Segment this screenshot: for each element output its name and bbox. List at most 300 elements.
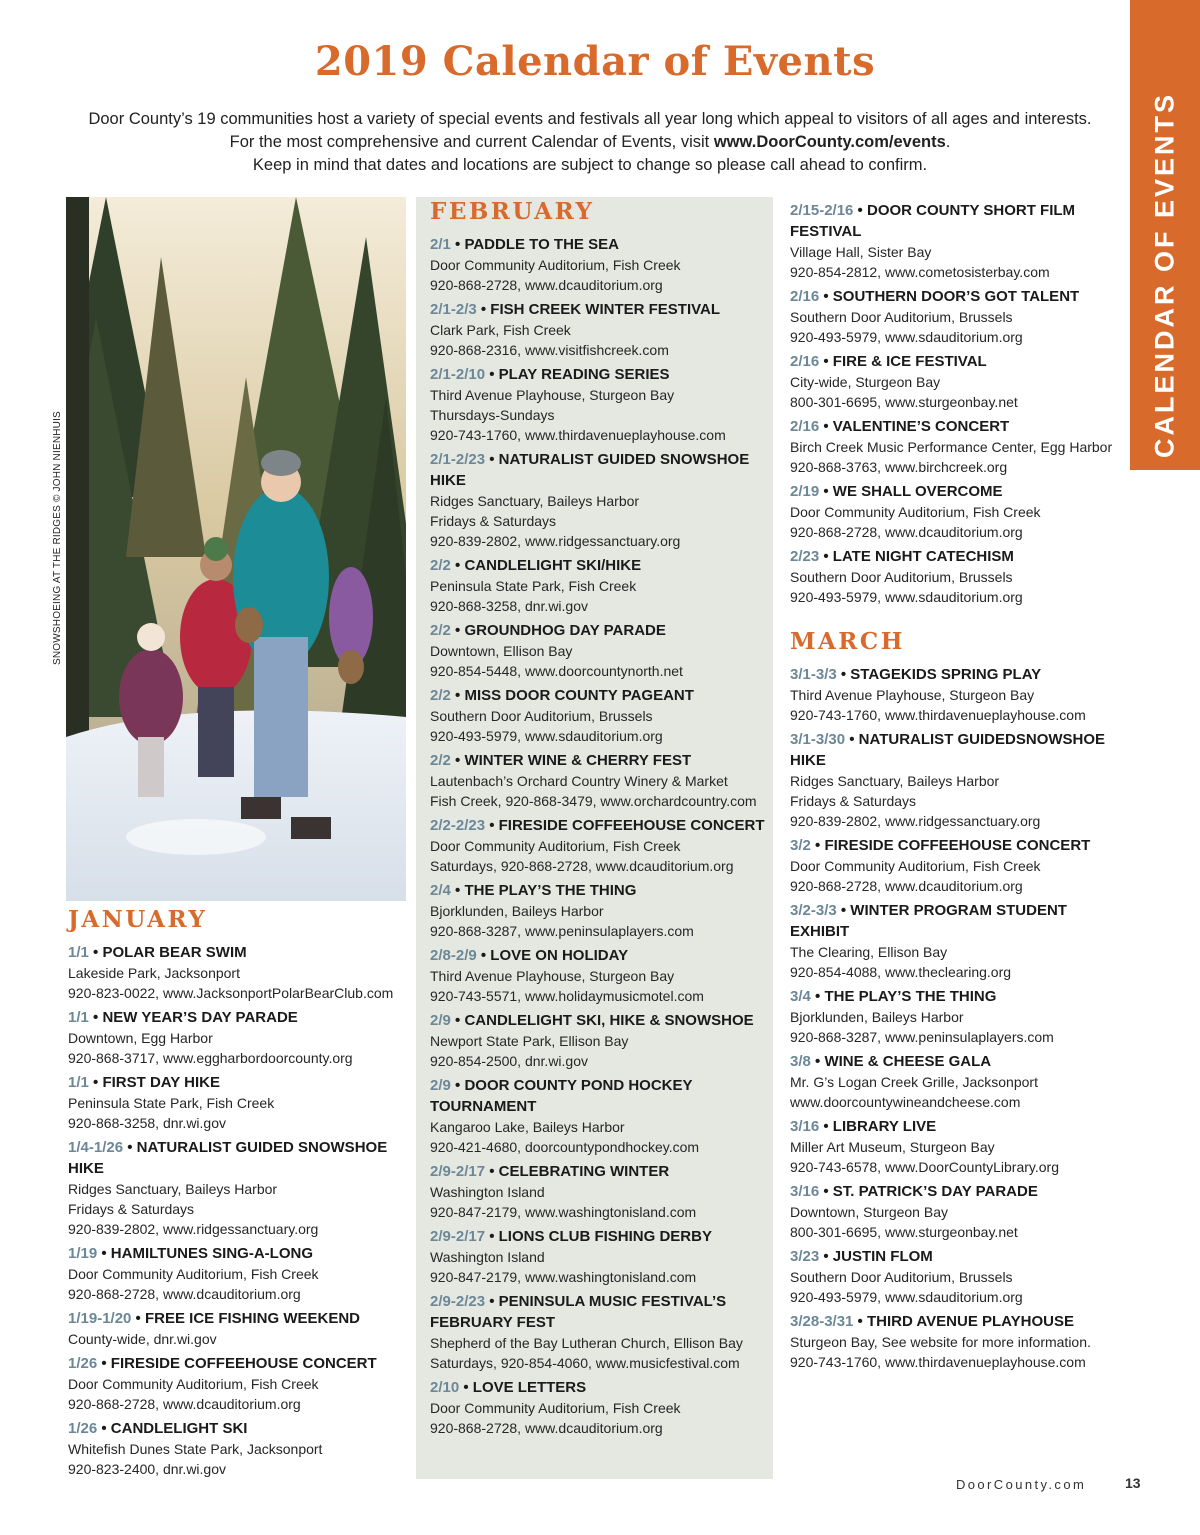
event-title: WINE & CHEESE GALA (824, 1053, 992, 1070)
event-heading (430, 1377, 775, 1398)
event-detail-line: Lakeside Park, Jacksonport (68, 965, 240, 981)
event-title: NATURALIST GUIDED SNOWSHOE HIKE (68, 1139, 388, 1177)
event-detail-line: Shepherd of the Bay Lutheran Church, Ellison Bay (430, 1335, 743, 1351)
event-date: 2/2 (430, 557, 451, 574)
bullet-separator: • (810, 988, 825, 1005)
event-date: 2/8-2/9 (430, 947, 477, 964)
event-date: 2/9 (430, 1077, 451, 1094)
event-detail-line: 920-854-5448, www.doorcountynorth.net (430, 663, 683, 679)
event-date: 2/16 (790, 353, 820, 370)
event-detail-line: Third Avenue Playhouse, Sturgeon Bay (790, 687, 1035, 703)
event-detail-line: 920-868-2728, www.dcauditorium.org (790, 524, 1023, 540)
event-heading (68, 1137, 418, 1179)
event-title: LATE NIGHT CATECHISM (832, 548, 1014, 565)
event-title: LOVE ON HOLIDAY (490, 947, 629, 964)
event-item (430, 234, 775, 295)
event-item (430, 685, 775, 746)
event-title: JUSTIN FLOM (832, 1248, 933, 1265)
event-item (790, 900, 1130, 982)
event-item (430, 880, 775, 941)
event-heading (790, 286, 1130, 307)
event-item (790, 200, 1130, 282)
event-title: PLAY READING SERIES (498, 366, 670, 383)
event-item (68, 1418, 418, 1479)
event-date: 2/4 (430, 882, 451, 899)
bullet-separator: • (97, 1420, 111, 1437)
event-date: 1/4-1/26 (68, 1139, 124, 1156)
event-detail-line: Ridges Sanctuary, Baileys Harbor (68, 1181, 278, 1197)
event-heading (68, 1072, 418, 1093)
event-detail-line: Saturdays, 920-854-4060, www.musicfestival.com (430, 1355, 740, 1371)
event-detail-line: Kangaroo Lake, Baileys Harbor (430, 1119, 625, 1135)
event-detail-line: 920-868-2728, www.dcauditorium.org (68, 1396, 301, 1412)
event-heading (790, 729, 1130, 771)
bullet-separator: • (819, 1248, 833, 1265)
event-heading (790, 1181, 1130, 1202)
event-item (790, 546, 1130, 607)
event-title: SOUTHERN DOOR’S GOT TALENT (832, 288, 1080, 305)
event-detail-line: 920-839-2802, www.ridgessanctuary.org (68, 1221, 319, 1237)
event-item (68, 1243, 418, 1304)
event-detail-line: Bjorklunden, Baileys Harbor (790, 1009, 964, 1025)
event-date: 3/2 (790, 837, 811, 854)
event-date: 1/26 (68, 1420, 98, 1437)
bullet-separator: • (97, 1245, 111, 1262)
event-heading (430, 620, 775, 641)
event-detail-line: 920-839-2802, www.ridgessanctuary.org (790, 813, 1041, 829)
event-title: FIRST DAY HIKE (102, 1074, 220, 1091)
event-detail-line: 920-823-0022, www.JacksonportPolarBearClub.com (68, 985, 394, 1001)
bullet-separator: • (819, 1118, 833, 1135)
event-heading (68, 1007, 418, 1028)
event-heading (430, 945, 775, 966)
event-date: 2/16 (790, 418, 820, 435)
event-heading (430, 1291, 775, 1333)
event-item (430, 1075, 775, 1157)
event-date: 2/2 (430, 687, 451, 704)
bullet-separator: • (845, 731, 859, 748)
event-detail-line: 920-854-2812, www.cometosisterbay.com (790, 264, 1050, 280)
event-date: 2/9 (430, 1012, 451, 1029)
event-detail-line: 920-854-2500, dnr.wi.gov (430, 1053, 588, 1069)
event-date: 2/2-2/23 (430, 817, 486, 834)
photo-credit: SNOWSHOEING AT THE RIDGES © JOHN NIENHUIS (52, 411, 63, 665)
intro-line-1: Door County’s 19 communities host a variety of special events and festivals all year long which appeal to visitors of all ages and interests. (88, 110, 1092, 128)
event-item (430, 1377, 775, 1438)
event-item (790, 1246, 1130, 1307)
event-detail-line: 920-823-2400, dnr.wi.gov (68, 1461, 226, 1477)
intro-line-2-pre: For the most comprehensive and current Calendar of Events, visit (229, 133, 714, 151)
event-item (430, 449, 775, 551)
event-item (430, 299, 775, 360)
event-heading (790, 1116, 1130, 1137)
event-detail-line: Third Avenue Playhouse, Sturgeon Bay (430, 968, 675, 984)
event-item (790, 351, 1130, 412)
event-detail-line: 920-743-1760, www.thirdavenueplayhouse.com (790, 1354, 1086, 1370)
event-detail-line: Washington Island (430, 1184, 545, 1200)
event-detail-line: 920-868-3287, www.peninsulaplayers.com (790, 1029, 1054, 1045)
event-title: GROUNDHOG DAY PARADE (464, 622, 666, 639)
event-heading (790, 481, 1130, 502)
bullet-separator: • (819, 1183, 833, 1200)
event-item (430, 364, 775, 445)
event-item (68, 1137, 418, 1239)
event-title: THE PLAY’S THE THING (464, 882, 637, 899)
event-date: 2/1 (430, 236, 451, 253)
event-item (430, 1226, 775, 1287)
event-title: NATURALIST GUIDED SNOWSHOE HIKE (430, 451, 750, 489)
event-date: 1/19-1/20 (68, 1310, 132, 1327)
event-date: 2/9-2/23 (430, 1293, 486, 1310)
bullet-separator: • (123, 1139, 137, 1156)
event-date: 2/2 (430, 622, 451, 639)
event-detail-line: Fridays & Saturdays (68, 1201, 195, 1217)
event-title: CANDLELIGHT SKI, HIKE & SNOWSHOE (464, 1012, 754, 1029)
event-detail-line: Village Hall, Sister Bay (790, 244, 932, 260)
event-detail-line: Fridays & Saturdays (790, 793, 917, 809)
event-title: FISH CREEK WINTER FESTIVAL (490, 301, 721, 318)
event-heading (430, 299, 775, 320)
event-heading (430, 1226, 775, 1247)
event-detail-line: Clark Park, Fish Creek (430, 322, 571, 338)
bullet-separator: • (810, 1053, 825, 1070)
event-date: 3/8 (790, 1053, 811, 1070)
event-heading (790, 546, 1130, 567)
bullet-separator: • (819, 288, 833, 305)
event-heading (430, 234, 775, 255)
event-detail-line: 920-493-5979, www.sdauditorium.org (430, 728, 663, 744)
event-detail-line: 800-301-6695, www.sturgeonbay.net (790, 394, 1018, 410)
event-date: 1/1 (68, 1009, 89, 1026)
event-heading (430, 685, 775, 706)
event-date: 2/15-2/16 (790, 202, 854, 219)
event-title: LOVE LETTERS (472, 1379, 587, 1396)
bullet-separator: • (476, 947, 491, 964)
event-heading (790, 835, 1130, 856)
page-number: 13 (1125, 1475, 1141, 1491)
event-heading (68, 1418, 418, 1439)
event-detail-line: 920-743-6578, www.DoorCountyLibrary.org (790, 1159, 1059, 1175)
event-date: 1/19 (68, 1245, 98, 1262)
event-heading (790, 351, 1130, 372)
bullet-separator: • (450, 752, 465, 769)
event-title: NATURALIST GUIDEDSNOWSHOE HIKE (790, 731, 1106, 769)
event-title: DOOR COUNTY POND HOCKEY TOURNAMENT (430, 1077, 693, 1115)
event-title: CANDLELIGHT SKI (110, 1420, 248, 1437)
event-heading (430, 1075, 775, 1117)
bullet-separator: • (450, 557, 465, 574)
month-heading-mar: MARCH (790, 628, 905, 655)
bullet-separator: • (131, 1310, 145, 1327)
side-tab-label: CALENDAR OF EVENTS (1149, 91, 1180, 459)
event-item (430, 945, 775, 1006)
event-detail-line: Southern Door Auditorium, Brussels (790, 309, 1013, 325)
event-item (430, 1010, 775, 1071)
event-heading (430, 449, 775, 491)
event-title: PADDLE TO THE SEA (464, 236, 619, 253)
event-detail-line: 920-847-2179, www.washingtonisland.com (430, 1269, 697, 1285)
event-item (430, 815, 775, 876)
bullet-separator: • (450, 1077, 465, 1094)
event-detail-line: Downtown, Ellison Bay (430, 643, 573, 659)
bullet-separator: • (819, 548, 833, 565)
event-item (790, 1311, 1130, 1372)
event-heading (68, 1308, 418, 1329)
event-detail-line: Miller Art Museum, Sturgeon Bay (790, 1139, 995, 1155)
event-date: 3/1-3/3 (790, 666, 837, 683)
bullet-separator: • (853, 202, 867, 219)
event-item (68, 1308, 418, 1349)
snowshoe-photo (66, 197, 406, 901)
event-title: ST. PATRICK’S DAY PARADE (832, 1183, 1038, 1200)
event-date: 1/1 (68, 944, 89, 961)
event-detail-line: Sturgeon Bay, See website for more information. (790, 1334, 1091, 1350)
event-detail-line: Birch Creek Music Performance Center, Egg Harbor (790, 439, 1113, 455)
event-date: 2/16 (790, 288, 820, 305)
event-detail-line: Whitefish Dunes State Park, Jacksonport (68, 1441, 323, 1457)
event-detail-line: 920-868-3717, www.eggharbordoorcounty.org (68, 1050, 353, 1066)
event-title: THE PLAY’S THE THING (824, 988, 997, 1005)
event-heading (790, 200, 1130, 242)
bullet-separator: • (88, 1074, 103, 1091)
event-title: WE SHALL OVERCOME (832, 483, 1003, 500)
event-detail-line: 920-868-2728, www.dcauditorium.org (68, 1286, 301, 1302)
event-heading (790, 986, 1130, 1007)
event-date: 1/1 (68, 1074, 89, 1091)
event-detail-line: Bjorklunden, Baileys Harbor (430, 903, 604, 919)
event-title: FREE ICE FISHING WEEKEND (144, 1310, 361, 1327)
intro-line-3: Keep in mind that dates and locations are subject to change so please call ahead to confirm. (252, 156, 928, 174)
event-detail-line: The Clearing, Ellison Bay (790, 944, 948, 960)
event-detail-line: 920-743-1760, www.thirdavenueplayhouse.com (790, 707, 1086, 723)
event-item (68, 1007, 418, 1068)
event-heading (790, 900, 1130, 942)
event-detail-line: Door Community Auditorium, Fish Creek (68, 1376, 319, 1392)
event-detail-line: Peninsula State Park, Fish Creek (430, 578, 637, 594)
event-title: POLAR BEAR SWIM (102, 944, 247, 961)
bullet-separator: • (450, 236, 465, 253)
bullet-separator: • (485, 366, 499, 383)
event-date: 3/28-3/31 (790, 1313, 854, 1330)
event-detail-line: 920-743-1760, www.thirdavenueplayhouse.com (430, 427, 726, 443)
bullet-separator: • (476, 301, 491, 318)
event-detail-line: 920-493-5979, www.sdauditorium.org (790, 329, 1023, 345)
intro-line-2 (40, 131, 1140, 154)
bullet-separator: • (88, 1009, 103, 1026)
event-detail-line: Door Community Auditorium, Fish Creek (430, 1400, 681, 1416)
events-link[interactable]: www.DoorCounty.com/events (713, 133, 946, 151)
intro-line-2-post: . (945, 133, 951, 151)
event-heading (430, 815, 775, 836)
event-title: WINTER WINE & CHERRY FEST (464, 752, 692, 769)
event-date: 2/23 (790, 548, 820, 565)
bullet-separator: • (485, 1163, 499, 1180)
event-detail-line: Washington Island (430, 1249, 545, 1265)
bullet-separator: • (819, 483, 833, 500)
event-detail-line: 920-868-3287, www.peninsulaplayers.com (430, 923, 694, 939)
event-date: 3/2-3/3 (790, 902, 837, 919)
event-detail-line: Downtown, Egg Harbor (68, 1030, 213, 1046)
event-detail-line: 920-868-2316, www.visitfishcreek.com (430, 342, 669, 358)
bullet-separator: • (819, 418, 833, 435)
event-date: 3/16 (790, 1183, 820, 1200)
event-date: 2/2 (430, 752, 451, 769)
event-detail-line: Door Community Auditorium, Fish Creek (790, 858, 1041, 874)
event-detail-line: Southern Door Auditorium, Brussels (790, 1269, 1013, 1285)
event-item (790, 986, 1130, 1047)
event-item (790, 416, 1130, 477)
event-heading (430, 1010, 775, 1031)
january-column (68, 905, 418, 1483)
event-detail-line: City-wide, Sturgeon Bay (790, 374, 941, 390)
february-column (430, 197, 775, 1442)
event-detail-line: Saturdays, 920-868-2728, www.dcauditorium.org (430, 858, 734, 874)
event-date: 3/16 (790, 1118, 820, 1135)
event-detail-line: Downtown, Sturgeon Bay (790, 1204, 948, 1220)
event-title: LIBRARY LIVE (832, 1118, 937, 1135)
event-date: 2/10 (430, 1379, 460, 1396)
event-title: STAGEKIDS SPRING PLAY (850, 666, 1042, 683)
event-date: 2/9-2/17 (430, 1163, 486, 1180)
bullet-separator: • (485, 1293, 499, 1310)
event-detail-line: Door Community Auditorium, Fish Creek (790, 504, 1041, 520)
event-detail-line: 920-493-5979, www.sdauditorium.org (790, 589, 1023, 605)
event-title: FIRESIDE COFFEEHOUSE CONCERT (824, 837, 1091, 854)
event-title: NEW YEAR’S DAY PARADE (102, 1009, 298, 1026)
event-date: 1/26 (68, 1355, 98, 1372)
bullet-separator: • (810, 837, 825, 854)
event-item (430, 620, 775, 681)
bullet-separator: • (836, 666, 851, 683)
event-date: 2/19 (790, 483, 820, 500)
event-detail-line: www.doorcountywineandcheese.com (790, 1094, 1021, 1110)
bullet-separator: • (485, 451, 499, 468)
event-detail-line: 920-847-2179, www.washingtonisland.com (430, 1204, 697, 1220)
event-heading (790, 1246, 1130, 1267)
february-march-column (790, 200, 1130, 1376)
event-detail-line: Door Community Auditorium, Fish Creek (430, 257, 681, 273)
event-title: CANDLELIGHT SKI/HIKE (464, 557, 642, 574)
event-item (430, 750, 775, 811)
event-title: THIRD AVENUE PLAYHOUSE (866, 1313, 1074, 1330)
event-item (430, 555, 775, 616)
event-date: 2/1-2/10 (430, 366, 486, 383)
event-item (790, 1181, 1130, 1242)
event-detail-line: 920-493-5979, www.sdauditorium.org (790, 1289, 1023, 1305)
event-title: WINTER PROGRAM STUDENT EXHIBIT (790, 902, 1067, 940)
event-date: 2/9-2/17 (430, 1228, 486, 1245)
event-item (68, 1353, 418, 1414)
event-item (430, 1291, 775, 1373)
event-date: 2/1-2/3 (430, 301, 477, 318)
event-item (790, 286, 1130, 347)
event-detail-line: 920-854-4088, www.theclearing.org (790, 964, 1012, 980)
event-heading (790, 1051, 1130, 1072)
event-item (790, 1051, 1130, 1112)
event-detail-line: Newport State Park, Ellison Bay (430, 1033, 629, 1049)
event-detail-line: 920-421-4680, doorcountypondhockey.com (430, 1139, 700, 1155)
event-heading (430, 1161, 775, 1182)
bullet-separator: • (450, 1012, 465, 1029)
event-heading (68, 1243, 418, 1264)
event-detail-line: 920-868-3258, dnr.wi.gov (68, 1115, 226, 1131)
month-heading-jan: JANUARY (68, 906, 208, 933)
bullet-separator: • (88, 944, 103, 961)
event-detail-line: Peninsula State Park, Fish Creek (68, 1095, 275, 1111)
event-item (430, 1161, 775, 1222)
bullet-separator: • (97, 1355, 111, 1372)
bullet-separator: • (836, 902, 851, 919)
event-item (68, 942, 418, 1003)
event-detail-line: 920-868-2728, www.dcauditorium.org (430, 277, 663, 293)
event-detail-line: 920-868-2728, www.dcauditorium.org (430, 1420, 663, 1436)
event-heading (68, 1353, 418, 1374)
event-detail-line: Lautenbach’s Orchard Country Winery & Market (430, 773, 728, 789)
event-heading (430, 555, 775, 576)
event-detail-line: 920-868-3258, dnr.wi.gov (430, 598, 588, 614)
intro-paragraph (40, 108, 1140, 177)
event-heading (430, 750, 775, 771)
bullet-separator: • (459, 1379, 473, 1396)
event-detail-line: 800-301-6695, www.sturgeonbay.net (790, 1224, 1018, 1240)
event-title: HAMILTUNES SING-A-LONG (110, 1245, 314, 1262)
bullet-separator: • (450, 882, 465, 899)
event-detail-line: County-wide, dnr.wi.gov (68, 1331, 217, 1347)
bullet-separator: • (853, 1313, 867, 1330)
page-title: 2019 Calendar of Events (314, 38, 876, 85)
event-date: 2/1-2/23 (430, 451, 486, 468)
event-item (790, 481, 1130, 542)
event-detail-line: 920-743-5571, www.holidaymusicmotel.com (430, 988, 704, 1004)
event-heading (790, 664, 1130, 685)
event-heading (430, 364, 775, 385)
event-item (790, 729, 1130, 831)
bullet-separator: • (819, 353, 833, 370)
event-detail-line: Mr. G’s Logan Creek Grille, Jacksonport (790, 1074, 1038, 1090)
event-detail-line: Southern Door Auditorium, Brussels (430, 708, 653, 724)
event-heading (430, 880, 775, 901)
event-title: VALENTINE’S CONCERT (832, 418, 1010, 435)
event-item (68, 1072, 418, 1133)
event-detail-line: Ridges Sanctuary, Baileys Harbor (430, 493, 640, 509)
event-title: FIRESIDE COFFEEHOUSE CONCERT (498, 817, 765, 834)
event-item (790, 664, 1130, 725)
event-detail-line: 920-868-2728, www.dcauditorium.org (790, 878, 1023, 894)
bullet-separator: • (450, 622, 465, 639)
bullet-separator: • (450, 687, 465, 704)
event-title: PENINSULA MUSIC FESTIVAL’S FEBRUARY FEST (430, 1293, 727, 1331)
event-title: CELEBRATING WINTER (498, 1163, 670, 1180)
event-item (790, 1116, 1130, 1177)
event-item (790, 835, 1130, 896)
event-detail-line: 920-839-2802, www.ridgessanctuary.org (430, 533, 681, 549)
event-heading (790, 416, 1130, 437)
footer-site: DoorCounty.com (956, 1477, 1087, 1492)
event-detail-line: Southern Door Auditorium, Brussels (790, 569, 1013, 585)
event-heading (790, 1311, 1130, 1332)
bullet-separator: • (485, 817, 499, 834)
event-detail-line: 920-868-3763, www.birchcreek.org (790, 459, 1008, 475)
event-date: 3/1-3/30 (790, 731, 846, 748)
event-title: FIRESIDE COFFEEHOUSE CONCERT (110, 1355, 377, 1372)
event-detail-line: Ridges Sanctuary, Baileys Harbor (790, 773, 1000, 789)
event-title: DOOR COUNTY SHORT FILM FESTIVAL (790, 202, 1076, 240)
event-title: LIONS CLUB FISHING DERBY (498, 1228, 712, 1245)
event-detail-line: Door Community Auditorium, Fish Creek (430, 838, 681, 854)
bullet-separator: • (485, 1228, 499, 1245)
event-detail-line: Fish Creek, 920-868-3479, www.orchardcountry.com (430, 793, 757, 809)
event-detail-line: Thursdays-Sundays (430, 407, 555, 423)
